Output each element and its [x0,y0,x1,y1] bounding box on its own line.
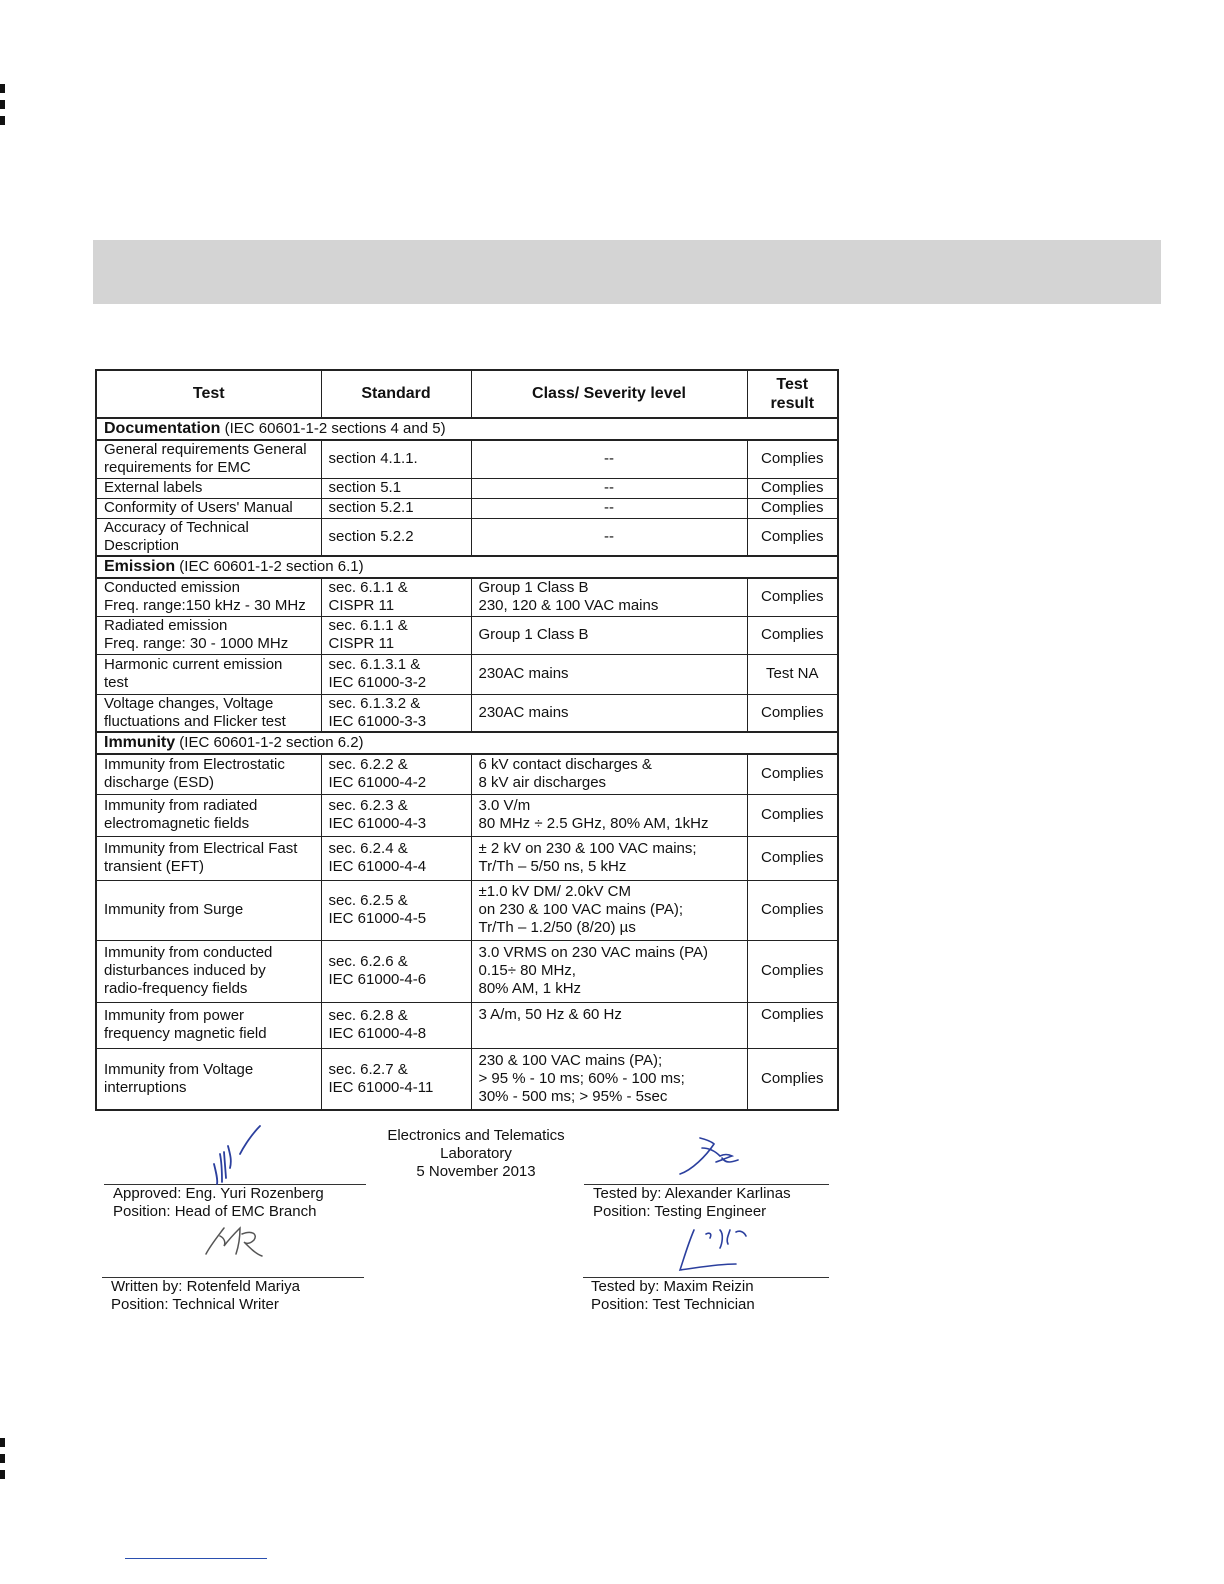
lab-info: Electronics and Telematics Laboratory 5 November 2013 [387,1127,565,1180]
section-heading [96,556,838,578]
cell-standard: section 5.2.1 [321,498,471,518]
header-class: Class/ Severity level [471,370,747,418]
handwritten-signature-reizin-icon [676,1224,772,1276]
handwritten-signature-rotenfeld-icon [200,1222,270,1266]
handwritten-signature-rozenberg-icon [200,1124,270,1186]
cell-result: Complies [747,754,838,794]
section-heading [96,732,838,754]
cell-class: ±1.0 kV DM/ 2.0kV CM on 230 & 100 VAC mains (PA); Tr/Th – 1.2/50 (8/20) µs [471,880,747,940]
cell-standard: sec. 6.1.1 & CISPR 11 [321,616,471,654]
cell-result: Complies [747,694,838,732]
cell-test: Immunity from power frequency magnetic field [96,1002,321,1048]
cell-test: Harmonic current emission test [96,654,321,694]
cell-result: Complies [747,1002,838,1048]
table-row [96,836,838,880]
cell-standard: sec. 6.2.3 & IEC 61000-4-3 [321,794,471,836]
cell-class: 230 & 100 VAC mains (PA); > 95 % - 10 ms; 60% - 100 ms; 30% - 500 ms; > 95% - 5sec [471,1048,747,1110]
cell-standard: sec. 6.1.3.2 & IEC 61000-3-3 [321,694,471,732]
cell-standard: sec. 6.1.3.1 & IEC 61000-3-2 [321,654,471,694]
cell-result: Complies [747,440,838,478]
cell-standard: sec. 6.1.1 & CISPR 11 [321,578,471,616]
table-row [96,440,838,478]
cell-standard: sec. 6.2.4 & IEC 61000-4-4 [321,836,471,880]
cell-result: Complies [747,836,838,880]
table-row [96,578,838,616]
cell-test: Immunity from Surge [96,880,321,940]
signature-written: Written by: Rotenfeld Mariya Position: Technical Writer [111,1278,300,1313]
cell-class: -- [471,498,747,518]
cell-test: Accuracy of Technical Description [96,518,321,556]
table-row [96,478,838,498]
table-row [96,880,838,940]
cell-standard: sec. 6.2.5 & IEC 61000-4-5 [321,880,471,940]
table-row [96,616,838,654]
table-row [96,1002,838,1048]
table-row [96,1048,838,1110]
cell-class: -- [471,518,747,556]
section-row [96,732,838,754]
cell-result: Complies [747,616,838,654]
cell-result: Complies [747,880,838,940]
table-row [96,940,838,1002]
table-row [96,498,838,518]
cell-result: Complies [747,518,838,556]
cell-test: Immunity from Electrical Fast transient (EFT) [96,836,321,880]
cell-class: Group 1 Class B [471,616,747,654]
header-standard: Standard [321,370,471,418]
table-row [96,794,838,836]
section-row [96,418,838,440]
cell-result: Complies [747,478,838,498]
cell-class: ± 2 kV on 230 & 100 VAC mains; Tr/Th – 5/50 ns, 5 kHz [471,836,747,880]
cell-test: Radiated emission Freq. range: 30 - 1000 MHz [96,616,321,654]
cell-class: Group 1 Class B 230, 120 & 100 VAC mains [471,578,747,616]
cell-result: Complies [747,578,838,616]
table-row [96,694,838,732]
cell-test: Immunity from radiated electromagnetic fields [96,794,321,836]
table-header-row [96,370,838,418]
cell-test: Conformity of Users' Manual [96,498,321,518]
cell-standard: sec. 6.2.8 & IEC 61000-4-8 [321,1002,471,1048]
cell-class: 230AC mains [471,654,747,694]
cell-result: Complies [747,498,838,518]
cell-class: -- [471,478,747,498]
cell-class: 230AC mains [471,694,747,732]
cell-test: External labels [96,478,321,498]
signature-tested-1: Tested by: Alexander Karlinas Position: Testing Engineer [593,1185,791,1220]
table-body [96,418,838,1110]
test-results-table [95,369,839,1111]
cell-test: General requirements General requirements for EMC [96,440,321,478]
cell-standard: section 5.1 [321,478,471,498]
footer-link-line [125,1558,267,1559]
edge-marks-top [0,84,5,132]
cell-class: -- [471,440,747,478]
cell-class: 3.0 V/m 80 MHz ÷ 2.5 GHz, 80% AM, 1kHz [471,794,747,836]
cell-result: Test NA [747,654,838,694]
signature-tested-2: Tested by: Maxim Reizin Position: Test Technician [591,1278,755,1313]
edge-marks-bottom [0,1438,5,1486]
cell-result: Complies [747,1048,838,1110]
signature-approved: Approved: Eng. Yuri Rozenberg Position: Head of EMC Branch [113,1185,324,1220]
table-row [96,754,838,794]
section-reference: (IEC 60601-1-2 section 6.1) [175,558,364,575]
section-name: Emission [104,558,176,575]
section-heading [96,418,838,440]
cell-standard: sec. 6.2.2 & IEC 61000-4-2 [321,754,471,794]
cell-test: Immunity from Electrostatic discharge (ESD) [96,754,321,794]
cell-test: Voltage changes, Voltage fluctuations and Flicker test [96,694,321,732]
header-test: Test [96,370,321,418]
section-name: Immunity [104,734,176,751]
cell-test: Immunity from Voltage interruptions [96,1048,321,1110]
section-reference: (IEC 60601-1-2 sections 4 and 5) [220,420,446,437]
cell-result: Complies [747,794,838,836]
cell-result: Complies [747,940,838,1002]
cell-standard: sec. 6.2.7 & IEC 61000-4-11 [321,1048,471,1110]
section-row [96,556,838,578]
table-row [96,654,838,694]
cell-class: 3 A/m, 50 Hz & 60 Hz [471,1002,747,1048]
section-name: Documentation [104,420,221,437]
header-result: Test result [747,370,838,418]
cell-class: 3.0 VRMS on 230 VAC mains (PA) 0.15÷ 80 MHz, 80% AM, 1 kHz [471,940,747,1002]
handwritten-signature-karlinas-icon [676,1134,746,1180]
cell-standard: section 4.1.1. [321,440,471,478]
header-band [93,240,1161,304]
cell-standard: section 5.2.2 [321,518,471,556]
table-row [96,518,838,556]
cell-test: Conducted emission Freq. range:150 kHz - 30 MHz [96,578,321,616]
cell-standard: sec. 6.2.6 & IEC 61000-4-6 [321,940,471,1002]
cell-class: 6 kV contact discharges & 8 kV air discharges [471,754,747,794]
section-reference: (IEC 60601-1-2 section 6.2) [175,734,364,751]
cell-test: Immunity from conducted disturbances induced by radio-frequency fields [96,940,321,1002]
